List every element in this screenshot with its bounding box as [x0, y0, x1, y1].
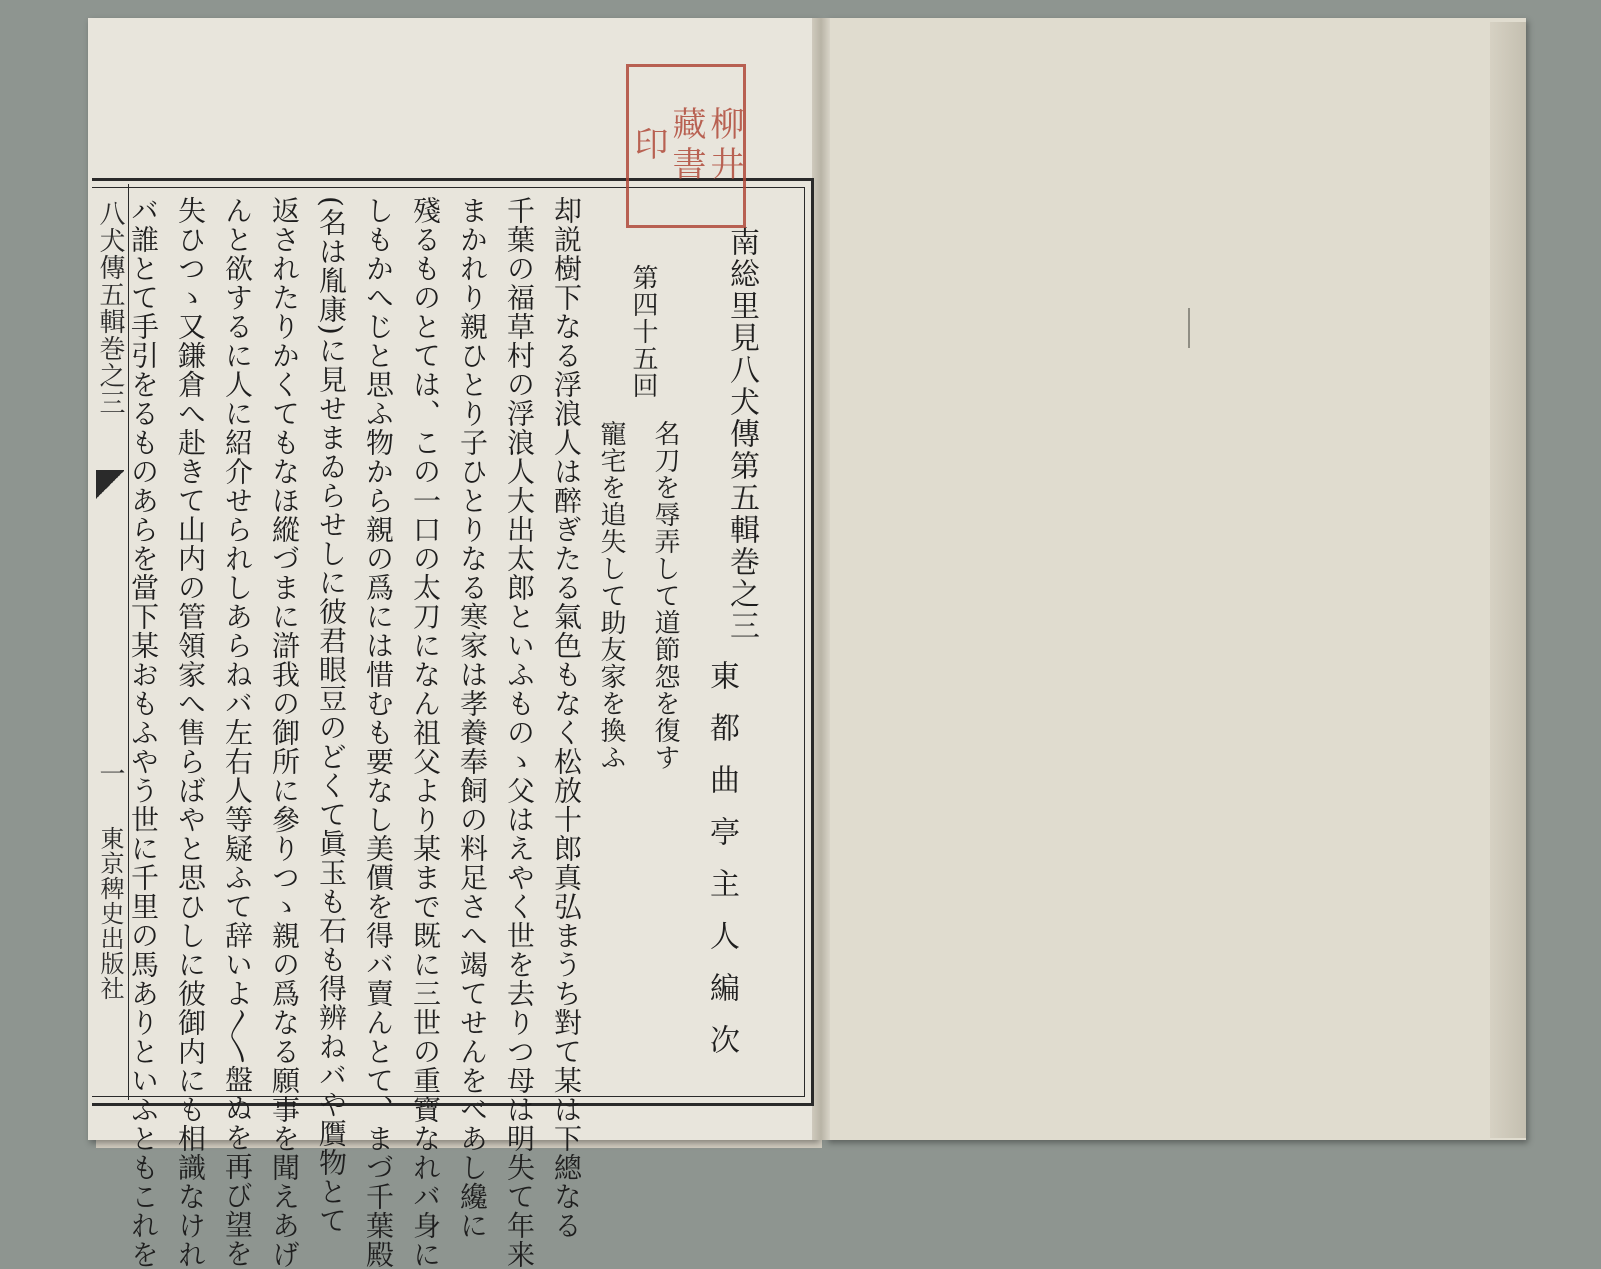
body-column: しもかへじと思ふ物から親の爲には惜むも要なし美價を得バ賣んとて、まづ千葉殿	[362, 196, 395, 1269]
ownership-seal	[626, 64, 746, 228]
body-column: 千葉の福草村の浮浪人大出太郎といふものゝ父はえやく世を去りつ母は明失て年来	[503, 196, 536, 1269]
seal-text: 藏書	[666, 106, 706, 186]
seal-text: 印	[628, 126, 668, 166]
body-column: (名は胤康)に見せまゐらせしに彼君眼豆のどくて眞玉も石も得辨ねバや贋物とて	[315, 196, 348, 1235]
chapter-subtitle-2: 寵宅を追失して助友家を換ふ	[596, 420, 626, 771]
chapter-number: 第四十五回	[628, 264, 658, 399]
fishtail-mark	[96, 470, 124, 500]
right-page-blank	[826, 18, 1526, 1140]
body-column: んと欲するに人に紹介せられしあらねバ左右人等疑ふて辞いよ〳〵盤ぬを再び望を	[221, 196, 254, 1268]
margin-page-number: 一	[95, 760, 125, 787]
chapter-subtitle-1: 名刀を辱弄して道節怨を復す	[650, 420, 680, 771]
body-column: 返されたりかくてもなほ縱づまに滸我の御所に參りつゝ親の爲なる願事を聞えあげ	[268, 196, 301, 1269]
body-column: 却説樹下なる浮浪人は醉ぎたる氣色もなく松放十郎真弘まうち對て某は下總なる	[550, 196, 583, 1240]
body-column: 失ひつゝ又鎌倉へ赴きて山内の管領家へ售らばやと思ひしに彼御内にも相識なけれ	[174, 196, 207, 1269]
page-edges	[1490, 22, 1526, 1138]
margin-title: 八犬傳五輯巻之三	[95, 200, 125, 416]
book-title: 南総里見八犬傳第五輯巻之三	[724, 226, 759, 642]
paper-crease	[1188, 308, 1190, 348]
body-column: バ誰とて手引をるものあらを當下某おもふやう世に千里の馬ありといふともこれを	[127, 196, 160, 1269]
seal-text: 柳井	[704, 106, 744, 186]
book-gutter	[812, 18, 830, 1140]
body-column: 殘るものとては、この一口の太刀になん祖父より某まで既に三世の重寶なれバ身に	[409, 196, 442, 1269]
author-line: 東都曲亭主人編次	[704, 660, 739, 1076]
body-column: まかれり親ひとり子ひとりなる寒家は孝養奉飼の料足さへ竭てせんをべあし纔に	[456, 196, 489, 1240]
margin-publisher: 東京稗史出版社	[96, 826, 124, 1001]
